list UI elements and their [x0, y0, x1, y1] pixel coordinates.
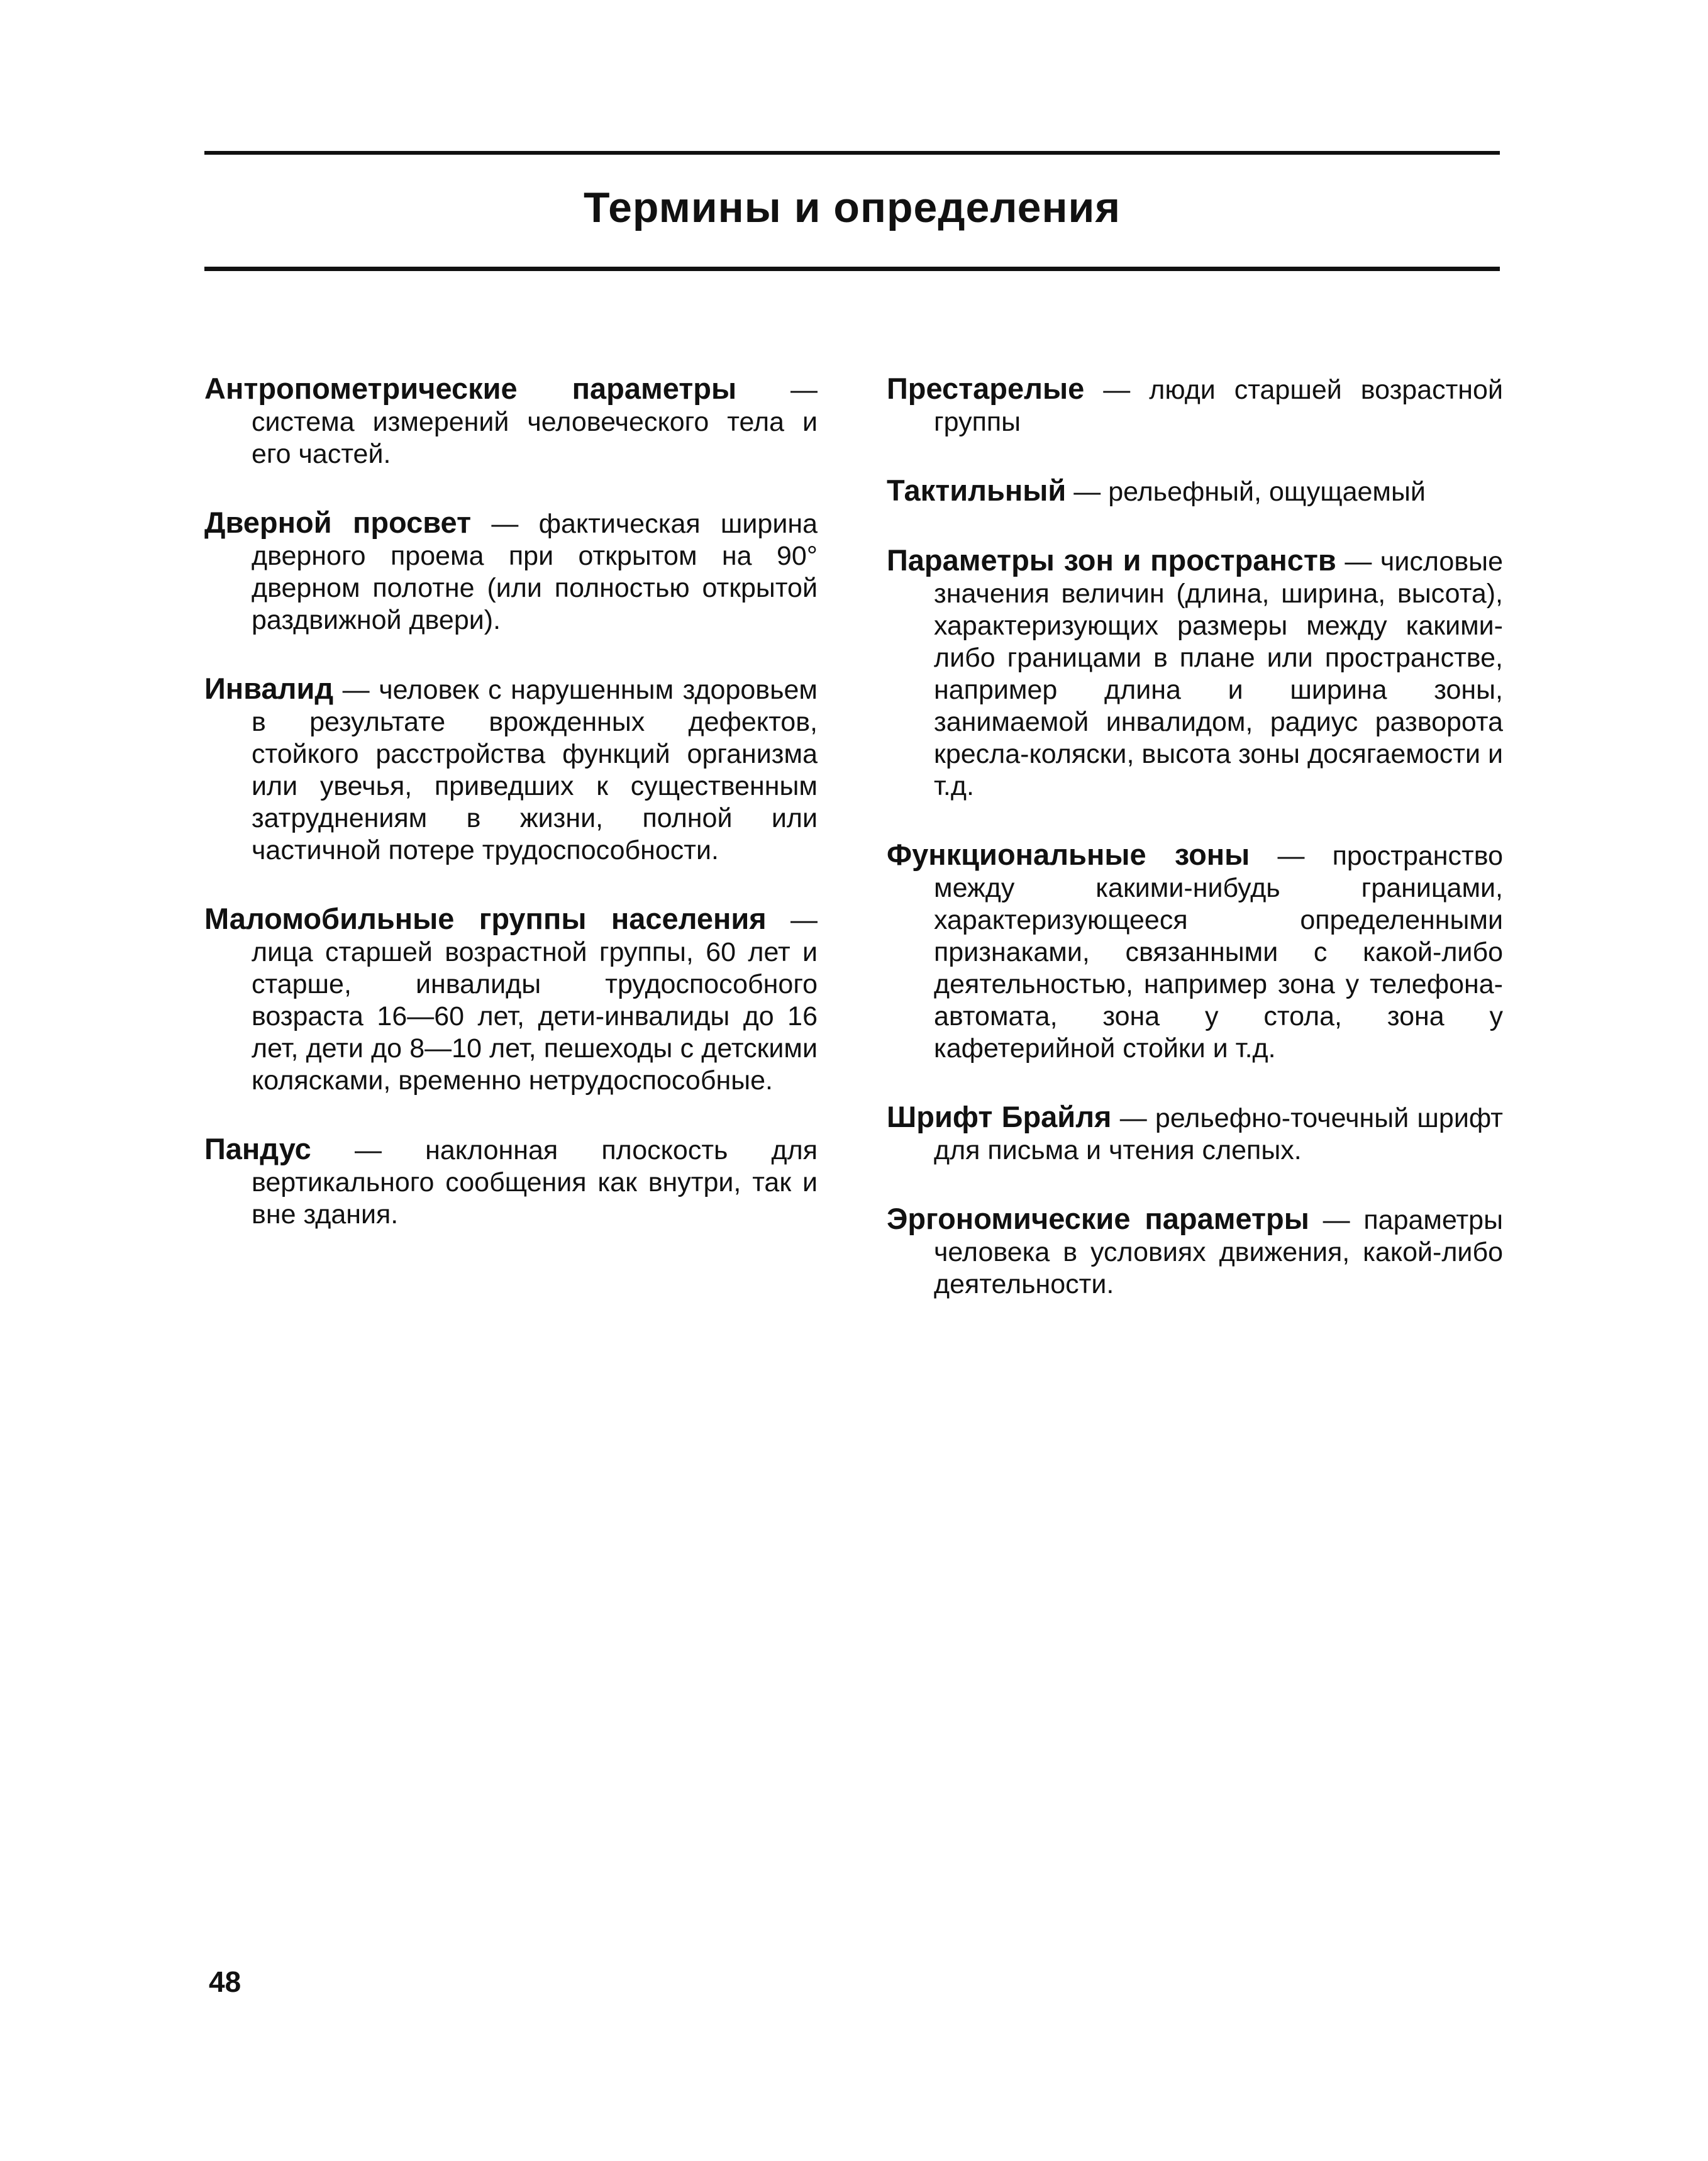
glossary-entry — [204, 903, 818, 1097]
glossary-definition: — пространство между какими-нибудь границами, характеризующееся определенными признаками, связанными с какой-либо деятельностью, например зона у телефона-автомата, зона у стола, зона у кафетерийной стойки и т.д. — [934, 841, 1503, 1064]
glossary-term: Тактильный — [887, 474, 1067, 507]
glossary-definition: — рельефно-точечный шрифт для письма и чтения слепых. — [934, 1103, 1503, 1165]
glossary-definition: — числовые значения величин (длина, ширина, высота), характеризующих размеры между какими-либо границами в плане или пространстве, например длина и ширина зоны, занимаемой инвалидом, радиус разворота кресла-коляски, высота зоны досягаемости и т.д. — [934, 547, 1503, 801]
page-number: 48 — [209, 1965, 241, 1998]
glossary-definition: — параметры человека в условиях движения, какой-либо деятельности. — [934, 1205, 1503, 1299]
glossary-term: Инвалид — [204, 672, 334, 705]
glossary-entry — [204, 1133, 818, 1231]
bottom-rule — [204, 267, 1500, 271]
glossary-entry — [204, 372, 818, 470]
glossary-entry — [887, 838, 1503, 1065]
glossary-term: Пандус — [204, 1132, 311, 1165]
glossary-definition: — лица старшей возрастной группы, 60 лет и старше, инвалиды трудоспособного возраста 16—60 лет, дети-инвалиды до 16 лет, дети до 8—10 лет, пешеходы с детскими колясками, временно нетрудоспособные. — [252, 905, 818, 1096]
glossary-term: Маломобильные группы населения — [204, 902, 767, 935]
glossary-entry — [887, 1203, 1503, 1301]
glossary-entry — [887, 372, 1503, 438]
top-rule — [204, 151, 1500, 155]
glossary-entry — [204, 672, 818, 867]
glossary-term: Антропометрические параметры — [204, 372, 737, 405]
page-title: Термины и определения — [583, 184, 1121, 231]
glossary-entry — [887, 1101, 1503, 1167]
glossary-entry — [887, 474, 1503, 508]
glossary-definition: — люди старшей возрастной группы — [934, 375, 1503, 437]
glossary-entry — [887, 544, 1503, 803]
glossary-definition: — фактическая ширина дверного проема при открытом на 90° дверном полотне (или полностью открытой раздвижной двери). — [252, 509, 818, 635]
glossary-definition: — рельефный, ощущаемый — [1066, 477, 1426, 507]
glossary-term: Параметры зон и пространств — [887, 543, 1336, 577]
left-column — [204, 372, 818, 1267]
glossary-entry — [204, 506, 818, 636]
glossary-definition: — наклонная плоскость для вертикального сообщения как внутри, так и вне здания. — [252, 1135, 818, 1230]
glossary-definition: — система измерений человеческого тела и его частей. — [252, 375, 818, 469]
glossary-term: Функциональные зоны — [887, 838, 1250, 871]
glossary-definition: — человек с нарушенным здоровьем в результате врожденных дефектов, стойкого расстройства функций организма или увечья, приведших к существенным затруднениям в жизни, полной или частичной потере трудоспособности. — [252, 675, 818, 865]
glossary-term: Дверной просвет — [204, 506, 472, 539]
glossary-term: Эргономические параметры — [887, 1202, 1309, 1235]
glossary-term: Шрифт Брайля — [887, 1100, 1112, 1133]
right-column — [887, 372, 1503, 1336]
glossary-term: Престарелые — [887, 372, 1085, 405]
